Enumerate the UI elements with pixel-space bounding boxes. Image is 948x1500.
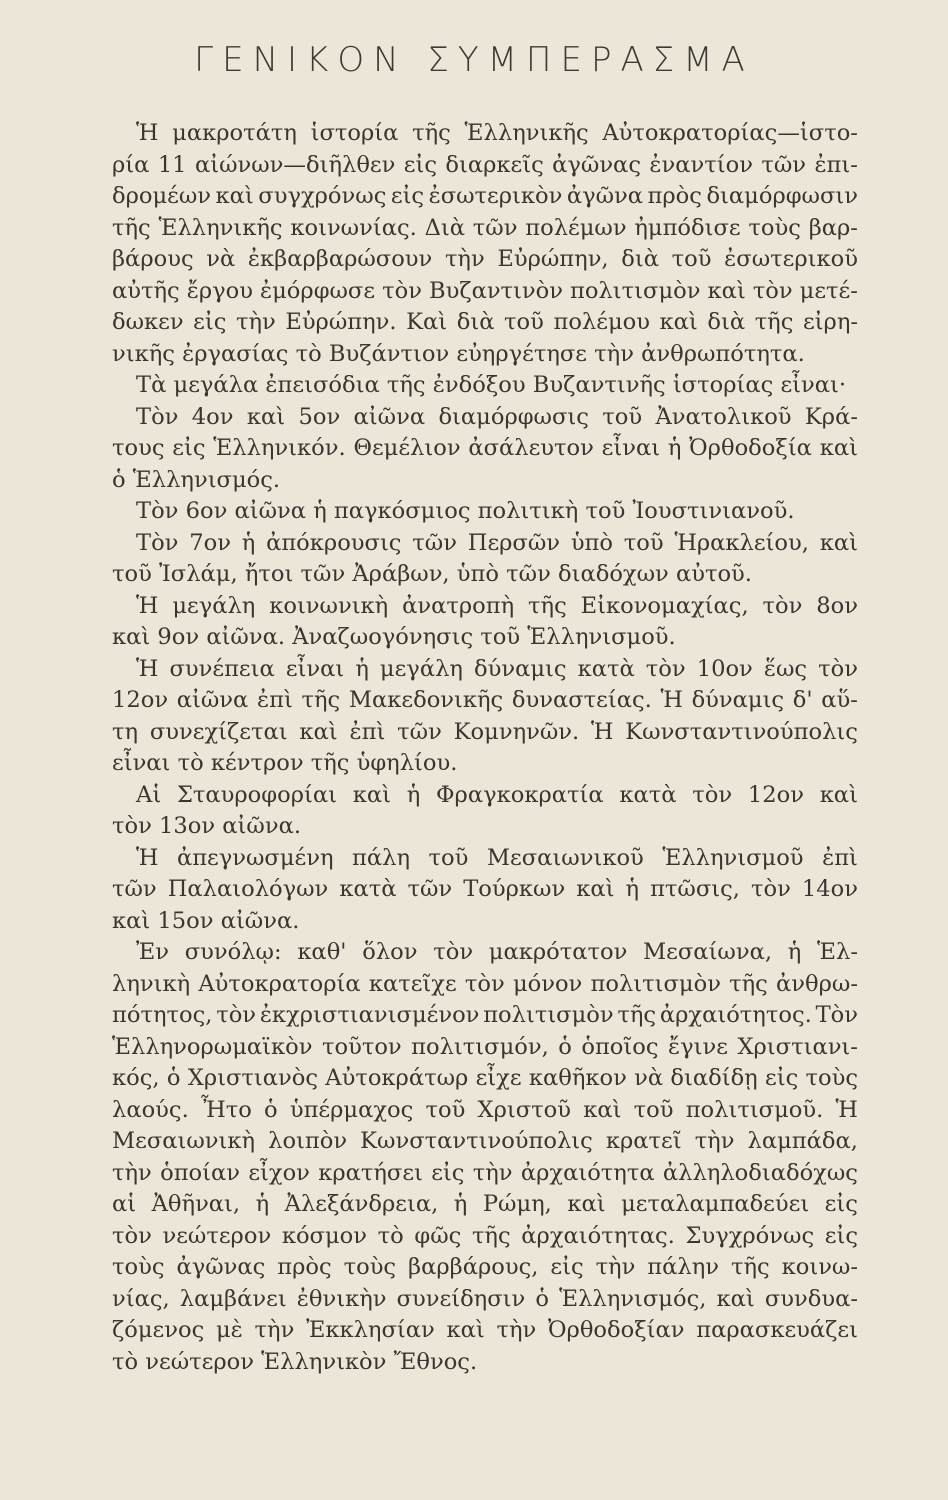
text-line: τὸ νεώτερον Ἑλληνικὸν Ἔθνος. bbox=[112, 1348, 478, 1375]
text-line: 12ον αἰῶνα ἐπὶ τῆς Μακεδονικῆς δυναστείας. Ἡ δύναμις δ' αὕ- bbox=[112, 687, 858, 713]
paragraph bbox=[112, 496, 858, 528]
text-line: Ἐν συνόλῳ: καθ' ὅλον τὸν μακρότατον Μεσαίωνα, ἡ Ἑλ- bbox=[136, 939, 858, 965]
text-line: πότητος, τὸν ἐκχριστιανισμένον πολιτισμὸν τῆς ἀρχαιότητος. Τὸν bbox=[112, 1002, 858, 1028]
text-line: ληνικὴ Αὐτοκρατορία κατεῖχε τὸν μόνον πολιτισμὸν τῆς ἀνθρω- bbox=[112, 970, 858, 997]
paragraph bbox=[112, 591, 858, 654]
text-line: δωκεν εἰς τὴν Εὐρώπην. Καὶ διὰ τοῦ πολέμου καὶ διὰ τῆς εἰρη- bbox=[112, 309, 858, 335]
text-line: ρία 11 αἰώνων—διῆλθεν εἰς διαρκεῖς ἀγῶνας ἐναντίον τῶν ἐπι- bbox=[112, 151, 858, 178]
text-line: αἱ Ἀθῆναι, ἡ Ἀλεξάνδρεια, ἡ Ρώμη, καὶ μεταλαμπαδεύει εἰς bbox=[112, 1191, 858, 1217]
text-line: Ἡ συνέπεια εἶναι ἡ μεγάλη δύναμις κατὰ τὸν 10ον ἕως τὸν bbox=[136, 655, 858, 682]
text-line: τοῦ Ἰσλάμ, ἤτοι τῶν Ἀράβων, ὑπὸ τῶν διαδόχων αὐτοῦ. bbox=[112, 561, 752, 587]
text-line: λαούς. Ἦτο ὁ ὑπέρμαχος τοῦ Χριστοῦ καὶ τοῦ πολιτισμοῦ. Ἡ bbox=[112, 1096, 858, 1123]
text-line: καὶ 9ον αἰῶνα. Ἀναζωογόνησις τοῦ Ἑλληνισμοῦ. bbox=[112, 624, 676, 650]
text-line: Τὸν 7ον ἡ ἀπόκρουσις τῶν Περσῶν ὑπὸ τοῦ Ἡρακλείου, καὶ bbox=[136, 529, 858, 556]
page-title: ΓΕΝΙΚΟΝ ΣΥΜΠΕΡΑΣΜΑ bbox=[194, 40, 754, 80]
paragraph bbox=[112, 118, 858, 370]
text-line: τὴν ὁποίαν εἶχον κρατήσει εἰς τὴν ἀρχαιότητα ἀλληλοδιαδόχως bbox=[112, 1159, 858, 1186]
text-line: νίας, λαμβάνει ἐθνικὴν συνείδησιν ὁ Ἑλληνισμός, καὶ συνδυα- bbox=[112, 1285, 858, 1312]
text-line: Ἡ μακροτάτη ἱστορία τῆς Ἑλληνικῆς Αὐτοκρατορίας—ἱστο- bbox=[136, 120, 858, 146]
text-line: τὸν νεώτερον κόσμον τὸ φῶς τῆς ἀρχαιότητας. Συγχρόνως εἰς bbox=[112, 1222, 858, 1249]
text-line: Τὸν 6ον αἰῶνα ἡ παγκόσμιος πολιτικὴ τοῦ Ἰουστινιανοῦ. bbox=[136, 498, 795, 524]
text-line: Αἱ Σταυροφορίαι καὶ ἡ Φραγκοκρατία κατὰ τὸν 12ον καὶ bbox=[136, 781, 858, 808]
text-line: βάρους νὰ ἐκβαρβαρώσουν τὴν Εὐρώπην, διὰ τοῦ ἐσωτερικοῦ bbox=[112, 246, 858, 272]
text-line: Ἡ μεγάλη κοινωνικὴ ἀνατροπὴ τῆς Εἰκονομαχίας, τὸν 8ον bbox=[136, 592, 858, 619]
text-line: αὐτῆς ἔργου ἐμόρφωσε τὸν Βυζαντινὸν πολιτισμὸν καὶ τὸν μετέ- bbox=[112, 277, 858, 304]
text-line: Τὸν 4ον καὶ 5ον αἰῶνα διαμόρφωσις τοῦ Ἀνατολικοῦ Κρά- bbox=[136, 403, 858, 430]
text-line: Ἡ ἀπεγνωσμένη πάλη τοῦ Μεσαιωνικοῦ Ἑλληνισμοῦ ἐπὶ bbox=[136, 844, 858, 871]
text-line: νικῆς ἐργασίας τὸ Βυζάντιον εὐηργέτησε τὴν ἀνθρωπότητα. bbox=[112, 340, 805, 367]
text-line: τους εἰς Ἑλληνικόν. Θεμέλιον ἀσάλευτον εἶναι ἡ Ὀρθοδοξία καὶ bbox=[112, 435, 858, 461]
text-line: τὸν 13ον αἰῶνα. bbox=[112, 813, 302, 839]
text-line: Μεσαιωνικὴ λοιπὸν Κωνσταντινούπολις κρατεῖ τὴν λαμπάδα, bbox=[112, 1128, 858, 1154]
text-line: ὁ Ἑλληνισμός. bbox=[112, 466, 281, 493]
paragraph bbox=[112, 370, 858, 402]
paragraph bbox=[112, 937, 858, 1378]
text-line: δρομέων καὶ συγχρόνως εἰς ἐσωτερικὸν ἀγῶνα πρὸς διαμόρφωσιν bbox=[112, 183, 858, 209]
text-line: τη συνεχίζεται καὶ ἐπὶ τῶν Κομνηνῶν. Ἡ Κωνσταντινούπολις bbox=[112, 718, 858, 745]
text-line: καὶ 15ον αἰῶνα. bbox=[112, 907, 300, 934]
text-line: εἶναι τὸ κέντρον τῆς ὑφηλίου. bbox=[112, 750, 458, 776]
paragraph bbox=[112, 402, 858, 497]
text-line: τοὺς ἀγῶνας πρὸς τοὺς βαρβάρους, εἰς τὴν πάλην τῆς κοινω- bbox=[112, 1254, 858, 1280]
text-line: ζόμενος μὲ τὴν Ἐκκλησίαν καὶ τὴν Ὀρθοδοξίαν παρασκευάζει bbox=[112, 1317, 858, 1343]
paragraph bbox=[112, 654, 858, 780]
text-line: Τὰ μεγάλα ἐπεισόδια τῆς ἐνδόξου Βυζαντινῆς ἱστορίας εἶναι· bbox=[136, 372, 847, 398]
text-line: τῶν Παλαιολόγων κατὰ τῶν Τούρκων καὶ ἡ πτῶσις, τὸν 14ον bbox=[112, 876, 858, 902]
text-line: Ἑλληνορωμαϊκὸν τοῦτον πολιτισμόν, ὁ ὁποῖος ἔγινε Χριστιανι- bbox=[112, 1033, 858, 1060]
paragraph bbox=[112, 528, 858, 591]
text-line: τῆς Ἑλληνικῆς κοινωνίας. Διὰ τῶν πολέμων ἠμπόδισε τοὺς βαρ- bbox=[112, 214, 858, 241]
paragraph bbox=[112, 843, 858, 938]
body-text bbox=[112, 118, 858, 1378]
paragraph bbox=[112, 780, 858, 843]
text-line: κός, ὁ Χριστιανὸς Αὐτοκράτωρ εἶχε καθῆκον νὰ διαδίδῃ εἰς τοὺς bbox=[112, 1065, 858, 1091]
